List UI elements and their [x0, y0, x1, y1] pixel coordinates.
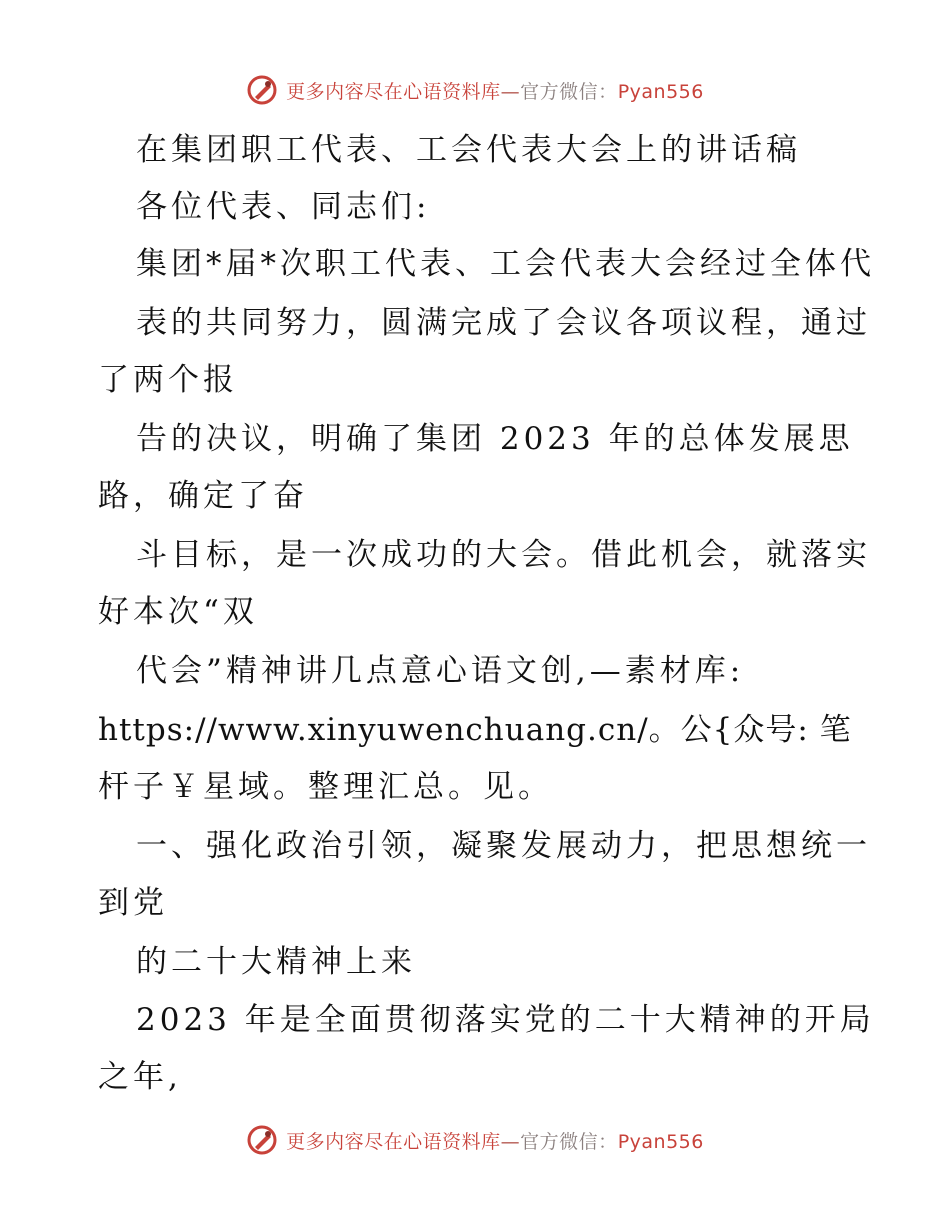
footer-banner — [0, 1120, 950, 1160]
doc-line: 2023 年是全面贯彻落实党的二十大精神的开局 — [136, 1002, 875, 1038]
pen-logo-icon — [246, 1124, 278, 1156]
doc-title: 在集团职工代表、工会代表大会上的讲话稿 — [136, 132, 801, 168]
header-banner-wechat-label: 官方微信： — [520, 80, 618, 103]
doc-line: 集团*届*次职工代表、工会代表大会经过全体代 — [136, 246, 875, 282]
pen-logo-icon — [246, 74, 278, 106]
footer-banner-text — [286, 1127, 704, 1154]
header-banner-sep: — — [500, 80, 521, 103]
doc-line: 杆子￥星域。整理汇总。见。 — [98, 769, 553, 805]
footer-banner-wechat-id: Pyan556 — [617, 1130, 704, 1153]
doc-line: 了两个报 — [98, 362, 238, 398]
doc-line: 的二十大精神上来 — [136, 944, 416, 980]
footer-banner-sep: — — [500, 1130, 521, 1153]
header-banner-main: 更多内容尽在心语资料库 — [286, 80, 501, 103]
doc-section-heading: 一、强化政治引领，凝聚发展动力，把思想统一 — [136, 828, 871, 864]
doc-line: 代会”精神讲几点意心语文创,—素材库: — [136, 653, 745, 689]
doc-line: 之年, — [98, 1059, 182, 1095]
doc-line: 斗目标，是一次成功的大会。借此机会，就落实 — [136, 537, 871, 573]
footer-banner-wechat-label: 官方微信： — [520, 1130, 618, 1153]
doc-line: 表的共同努力，圆满完成了会议各项议程，通过 — [136, 305, 871, 341]
doc-line: 路，确定了奋 — [98, 478, 308, 514]
doc-line: 到党 — [98, 885, 168, 921]
doc-line: 好本次“双 — [98, 594, 258, 630]
header-banner-text — [286, 77, 704, 104]
doc-line-url: https://www.xinyuwenchuang.cn/。公{众号: 笔 — [98, 712, 852, 748]
doc-salutation: 各位代表、同志们: — [136, 189, 431, 225]
header-banner-wechat-id: Pyan556 — [617, 80, 704, 103]
footer-banner-main: 更多内容尽在心语资料库 — [286, 1130, 501, 1153]
doc-line: 告的决议，明确了集团 2023 年的总体发展思 — [136, 421, 854, 457]
header-banner — [0, 70, 950, 110]
